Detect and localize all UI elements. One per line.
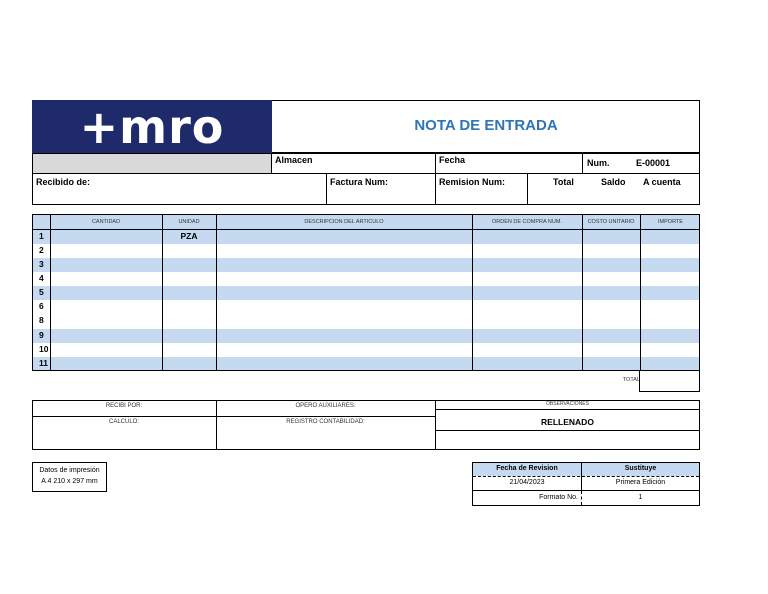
- col-costo-unitario: COSTO UNITARIO: [587, 219, 635, 225]
- row-number: 1: [39, 231, 44, 241]
- num-value: E-00001: [636, 158, 671, 168]
- almacen-label: Almacen: [275, 155, 313, 165]
- table-total-value: [639, 370, 700, 392]
- row-number: 11: [39, 358, 48, 368]
- col-descripcion: DESCRIPCION DEL ARTICULO: [304, 219, 384, 225]
- formato-label: Formato No.: [539, 494, 578, 501]
- registro-label: REGISTRO CONTABILIDAD:: [286, 419, 365, 425]
- opero-label: OPERO AUXILIARES:: [295, 403, 356, 409]
- page-title: NOTA DE ENTRADA: [414, 117, 558, 134]
- remision-label: Remision Num:: [439, 177, 506, 187]
- recibi-por-label: RECIBI POR:: [105, 403, 143, 409]
- row-number: 4: [39, 273, 44, 283]
- col-unidad: UNIDAD: [178, 219, 200, 225]
- col-cantidad: CANTIDAD: [91, 219, 121, 225]
- recibido-label: Recibido de:: [36, 177, 91, 187]
- fecha-revision-label: Fecha de Revision: [496, 465, 558, 472]
- table-total-label: TOTAL: [622, 377, 640, 383]
- calculo-label: CALCULO:: [108, 419, 139, 425]
- col-orden-compra: ORDEN DE COMPRA NUM.: [492, 219, 562, 225]
- print-info-box: [32, 462, 107, 492]
- total-label: Total: [553, 177, 574, 187]
- row-number: 6: [39, 301, 44, 311]
- formato-value: 1: [638, 494, 643, 501]
- row-1-unidad: PZA: [180, 231, 198, 241]
- table-row: [33, 258, 699, 272]
- logo-text: +mro: [79, 99, 225, 154]
- fecha-revision-value: 21/04/2023: [509, 479, 545, 486]
- rellenado-text: RELLENADO: [541, 417, 594, 427]
- table-row: [33, 286, 699, 300]
- print-info-title: Datos de impresión: [39, 467, 100, 474]
- logo: [32, 100, 272, 153]
- factura-label: Factura Num:: [330, 177, 389, 187]
- table-row: [33, 329, 699, 343]
- print-info-size: A 4 210 x 297 mm: [41, 478, 98, 485]
- row-number: 5: [39, 287, 44, 297]
- observaciones-label: OBSERVACIONES: [546, 401, 589, 407]
- items-table: [32, 214, 700, 371]
- fecha-label: Fecha: [439, 155, 466, 165]
- table-row: [33, 357, 699, 371]
- sustituye-value: Primera Edición: [615, 479, 666, 486]
- saldo-label: Saldo: [601, 177, 626, 187]
- num-label: Num.: [587, 158, 610, 168]
- acuenta-label: A cuenta: [643, 177, 681, 187]
- sustituye-label: Sustituye: [624, 465, 657, 472]
- row-number: 9: [39, 330, 44, 340]
- row-number: 10: [39, 344, 49, 354]
- gray-cell: [33, 154, 271, 173]
- row-number: 3: [39, 259, 44, 269]
- row-number: 8: [39, 315, 44, 325]
- row-number: 2: [39, 245, 44, 255]
- col-importe: IMPORTE: [658, 219, 683, 225]
- table-row: [33, 230, 699, 244]
